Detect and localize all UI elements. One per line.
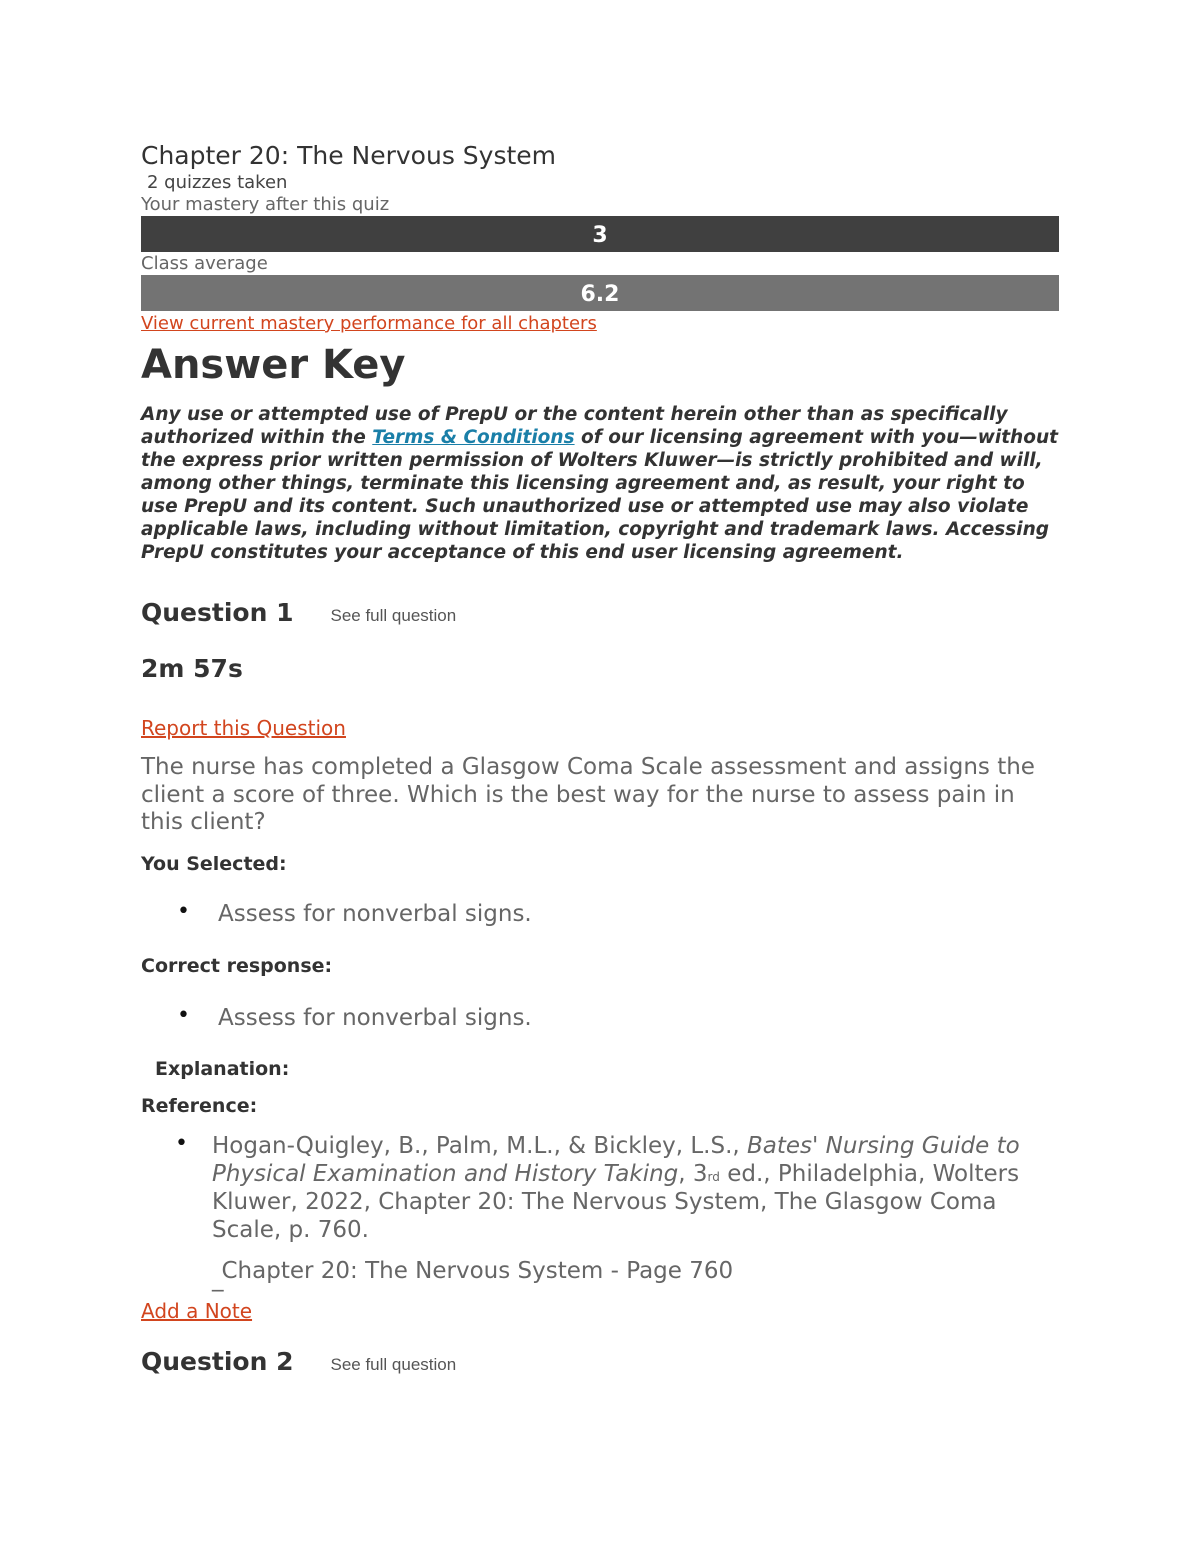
reference-label: Reference:: [141, 1094, 258, 1117]
question-1-title: Question 1: [141, 598, 294, 627]
bullet-icon: •: [177, 898, 190, 924]
underscore-mark: _: [212, 1265, 224, 1292]
question-1-time: 2m 57s: [141, 654, 243, 683]
terms-conditions-link[interactable]: Terms & Conditions: [372, 427, 575, 448]
page-reference-text: Chapter 20: The Nervous System - Page 760: [221, 1257, 734, 1284]
license-text-before: Any use or attempted use of PrepU or the content herein other than as specifically authorized within the: [141, 404, 1008, 448]
bullet-icon: •: [175, 1130, 188, 1156]
ref-authors: Hogan-Quigley, B., Palm, M.L., & Bickley, L.S.,: [212, 1132, 747, 1159]
add-note-link[interactable]: Add a Note: [141, 1298, 253, 1323]
reference-item: [141, 1132, 1059, 1244]
see-full-question-1-link[interactable]: See full question: [330, 606, 457, 625]
correct-answer-list: [141, 1004, 1059, 1032]
selected-answer-text: Assess for nonverbal signs.: [218, 900, 532, 927]
ref-edition: , 3: [678, 1160, 708, 1187]
quizzes-taken-count: 2 quizzes taken: [147, 172, 288, 193]
correct-answer: [141, 1004, 1059, 1032]
question-1-heading: [141, 598, 1059, 628]
view-mastery-link[interactable]: View current mastery performance for all chapters: [141, 313, 597, 334]
selected-answer-list: [141, 900, 1059, 928]
report-question-link[interactable]: Report this Question: [141, 716, 346, 740]
quiz-results-page: [141, 140, 1059, 1377]
ref-publication: ed., Philadelphia, Wolters Kluwer, 2022, Chapter 20: The Nervous System, The Glasgow Coma Scale, p. 760.: [212, 1160, 1020, 1243]
correct-answer-text: Assess for nonverbal signs.: [218, 1004, 532, 1031]
chapter-title: Chapter 20: The Nervous System: [141, 141, 557, 170]
answer-key-title: Answer Key: [141, 342, 406, 388]
class-average-label: Class average: [141, 253, 268, 274]
license-notice: [141, 403, 1059, 564]
selected-answer: [141, 900, 1059, 928]
page-reference: [141, 1257, 1059, 1292]
correct-response-label: Correct response:: [141, 954, 333, 977]
you-selected-label: You Selected:: [141, 852, 287, 875]
mastery-label: Your mastery after this quiz: [141, 194, 390, 215]
ref-edition-suffix: rd: [707, 1169, 720, 1184]
class-average-value: 6.2: [580, 282, 620, 307]
question-2-heading: [141, 1347, 1059, 1377]
ref-book-title: Bates' Nursing Guide to Physical Examination and History Taking: [212, 1132, 1020, 1187]
question-1-text: The nurse has completed a Glasgow Coma Scale assessment and assigns the client a score of three. Which is the best way for the nurse to assess pain in this client?: [141, 754, 1035, 835]
mastery-value: 3: [592, 223, 608, 248]
question-2-title: Question 2: [141, 1346, 294, 1376]
class-average-bar: [141, 275, 1059, 311]
see-full-question-2-link[interactable]: See full question: [330, 1354, 457, 1374]
explanation-label: Explanation:: [155, 1057, 290, 1080]
license-text-after: of our licensing agreement with you—without the express prior written permission of Wolters Kluwer—is strictly prohibited and will, among other things, terminate this licensing agreement and, as result, your right to use PrepU and its content. Such unauthorized use or attempted use may also violate applicable laws, including without limitation, copyright and trademark laws. Accessing PrepU constitutes your acceptance of this end user licensing agreement.: [141, 427, 1058, 563]
bullet-icon: •: [177, 1002, 190, 1028]
reference-list: [141, 1132, 1059, 1244]
mastery-bar: [141, 216, 1059, 252]
